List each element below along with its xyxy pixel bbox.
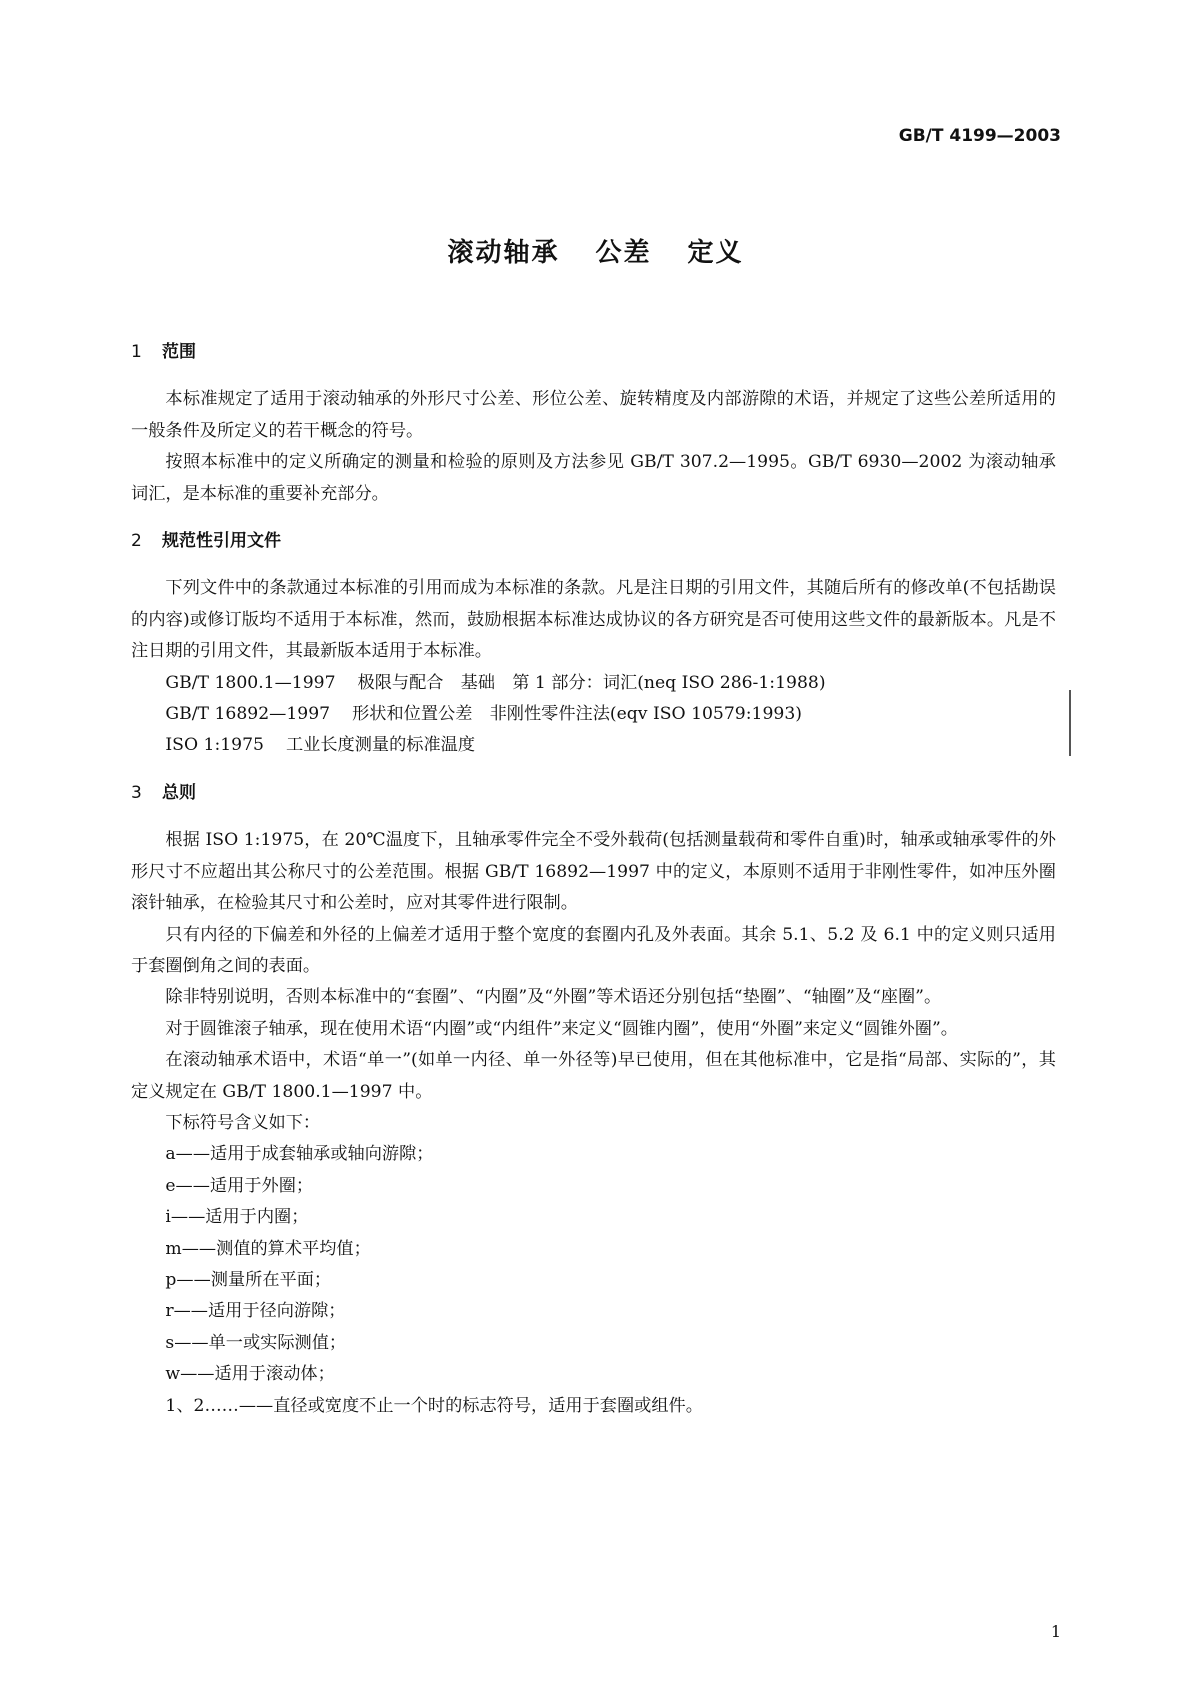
subscript-definition: w——适用于滚动体； (165, 1364, 335, 1385)
paragraph: 下标符号含义如下： (165, 1112, 321, 1133)
paragraph: 本标准规定了适用于滚动轴承的外形尺寸公差、形位公差、旋转精度及内部游隙的术语，并规定了这些公差所适用的一般条件及所定义的若干概念的符号。 (131, 389, 1056, 441)
title-part-1: 滚动轴承 (447, 238, 560, 268)
reference-code: GB/T 16892—1997 (165, 704, 331, 725)
page-number: 1 (1050, 1622, 1061, 1641)
section-2-heading (131, 526, 1056, 557)
section-title: 规范性引用文件 (162, 531, 281, 552)
section-number: 2 (131, 531, 142, 552)
subscript-definition: r——适用于径向游隙； (165, 1301, 346, 1322)
title-part-2: 公差 (595, 238, 652, 268)
paragraph: 根据 ISO 1:1975，在 20℃温度下，且轴承零件完全不受外载荷(包括测量载荷和零件自重)时，轴承或轴承零件的外形尺寸不应超出其公称尺寸的公差范围。根据 GB/T 16892—1997 中的定义，本原则不适用于非刚性零件，如冲压外圈滚针轴承，在检验其尺寸和公差时，应对其零件进行限制。 (131, 830, 1056, 914)
section-3-heading (131, 778, 1056, 809)
subscript-definition: a——适用于成套轴承或轴向游隙； (165, 1144, 434, 1165)
paragraph: 对于圆锥滚子轴承，现在使用术语“内圈”或“内组件”来定义“圆锥内圈”，使用“外圈”来定义“圆锥外圈”。 (165, 1018, 958, 1039)
subscript-definition: 1、2……——直径或宽度不止一个时的标志符号，适用于套圈或组件。 (165, 1395, 703, 1416)
reference-code: ISO 1:1975 (165, 735, 264, 756)
subscript-definition: e——适用于外圈； (165, 1175, 314, 1196)
reference-item (131, 668, 1056, 699)
paragraph: 按照本标准中的定义所确定的测量和检验的原则及方法参见 GB/T 307.2—1995。GB/T 6930—2002 为滚动轴承词汇，是本标准的重要补充部分。 (131, 452, 1056, 504)
reference-item (131, 730, 1056, 761)
subscript-definition: s——单一或实际测值； (165, 1332, 347, 1353)
title-part-3: 定义 (687, 238, 744, 268)
reference-item (131, 699, 1056, 730)
standard-code: GB/T 4199—2003 (898, 126, 1061, 146)
subscript-definition: p——测量所在平面； (165, 1269, 332, 1290)
reference-title: 工业长度测量的标准温度 (285, 735, 476, 756)
section-number: 3 (131, 782, 142, 803)
document-title (0, 232, 1191, 269)
section-title: 总则 (162, 782, 196, 803)
document-body (131, 337, 1056, 1422)
subscript-definition: m——测值的算术平均值； (165, 1238, 371, 1259)
section-1-heading (131, 337, 1056, 368)
paragraph: 只有内径的下偏差和外径的上偏差才适用于整个宽度的套圈内孔及外表面。其余 5.1、5.2 及 6.1 中的定义则只适用于套圈倒角之间的表面。 (131, 924, 1056, 976)
margin-change-bar (1069, 690, 1071, 756)
subscript-definition: i——适用于内圈； (165, 1207, 309, 1228)
paragraph: 除非特别说明，否则本标准中的“套圈”、“内圈”及“外圈”等术语还分别包括“垫圈”、“轴圈”及“座圈”。 (165, 987, 942, 1008)
section-title: 范围 (162, 342, 196, 362)
reference-title: 形状和位置公差 非刚性零件注法(eqv ISO 10579:1993) (352, 704, 802, 725)
section-number: 1 (131, 342, 142, 362)
reference-code: GB/T 1800.1—1997 (165, 672, 336, 693)
reference-title: 极限与配合 基础 第 1 部分：词汇(neq ISO 286-1:1988) (357, 672, 826, 693)
paragraph: 下列文件中的条款通过本标准的引用而成为本标准的条款。凡是注日期的引用文件，其随后所有的修改单(不包括勘误的内容)或修订版均不适用于本标准，然而，鼓励根据本标准达成协议的各方研究是否可使用这些文件的最新版本。凡是不注日期的引用文件，其最新版本适用于本标准。 (131, 578, 1056, 662)
paragraph: 在滚动轴承术语中，术语“单一”(如单一内径、单一外径等)早已使用，但在其他标准中，它是指“局部、实际的”，其定义规定在 GB/T 1800.1—1997 中。 (131, 1050, 1056, 1102)
